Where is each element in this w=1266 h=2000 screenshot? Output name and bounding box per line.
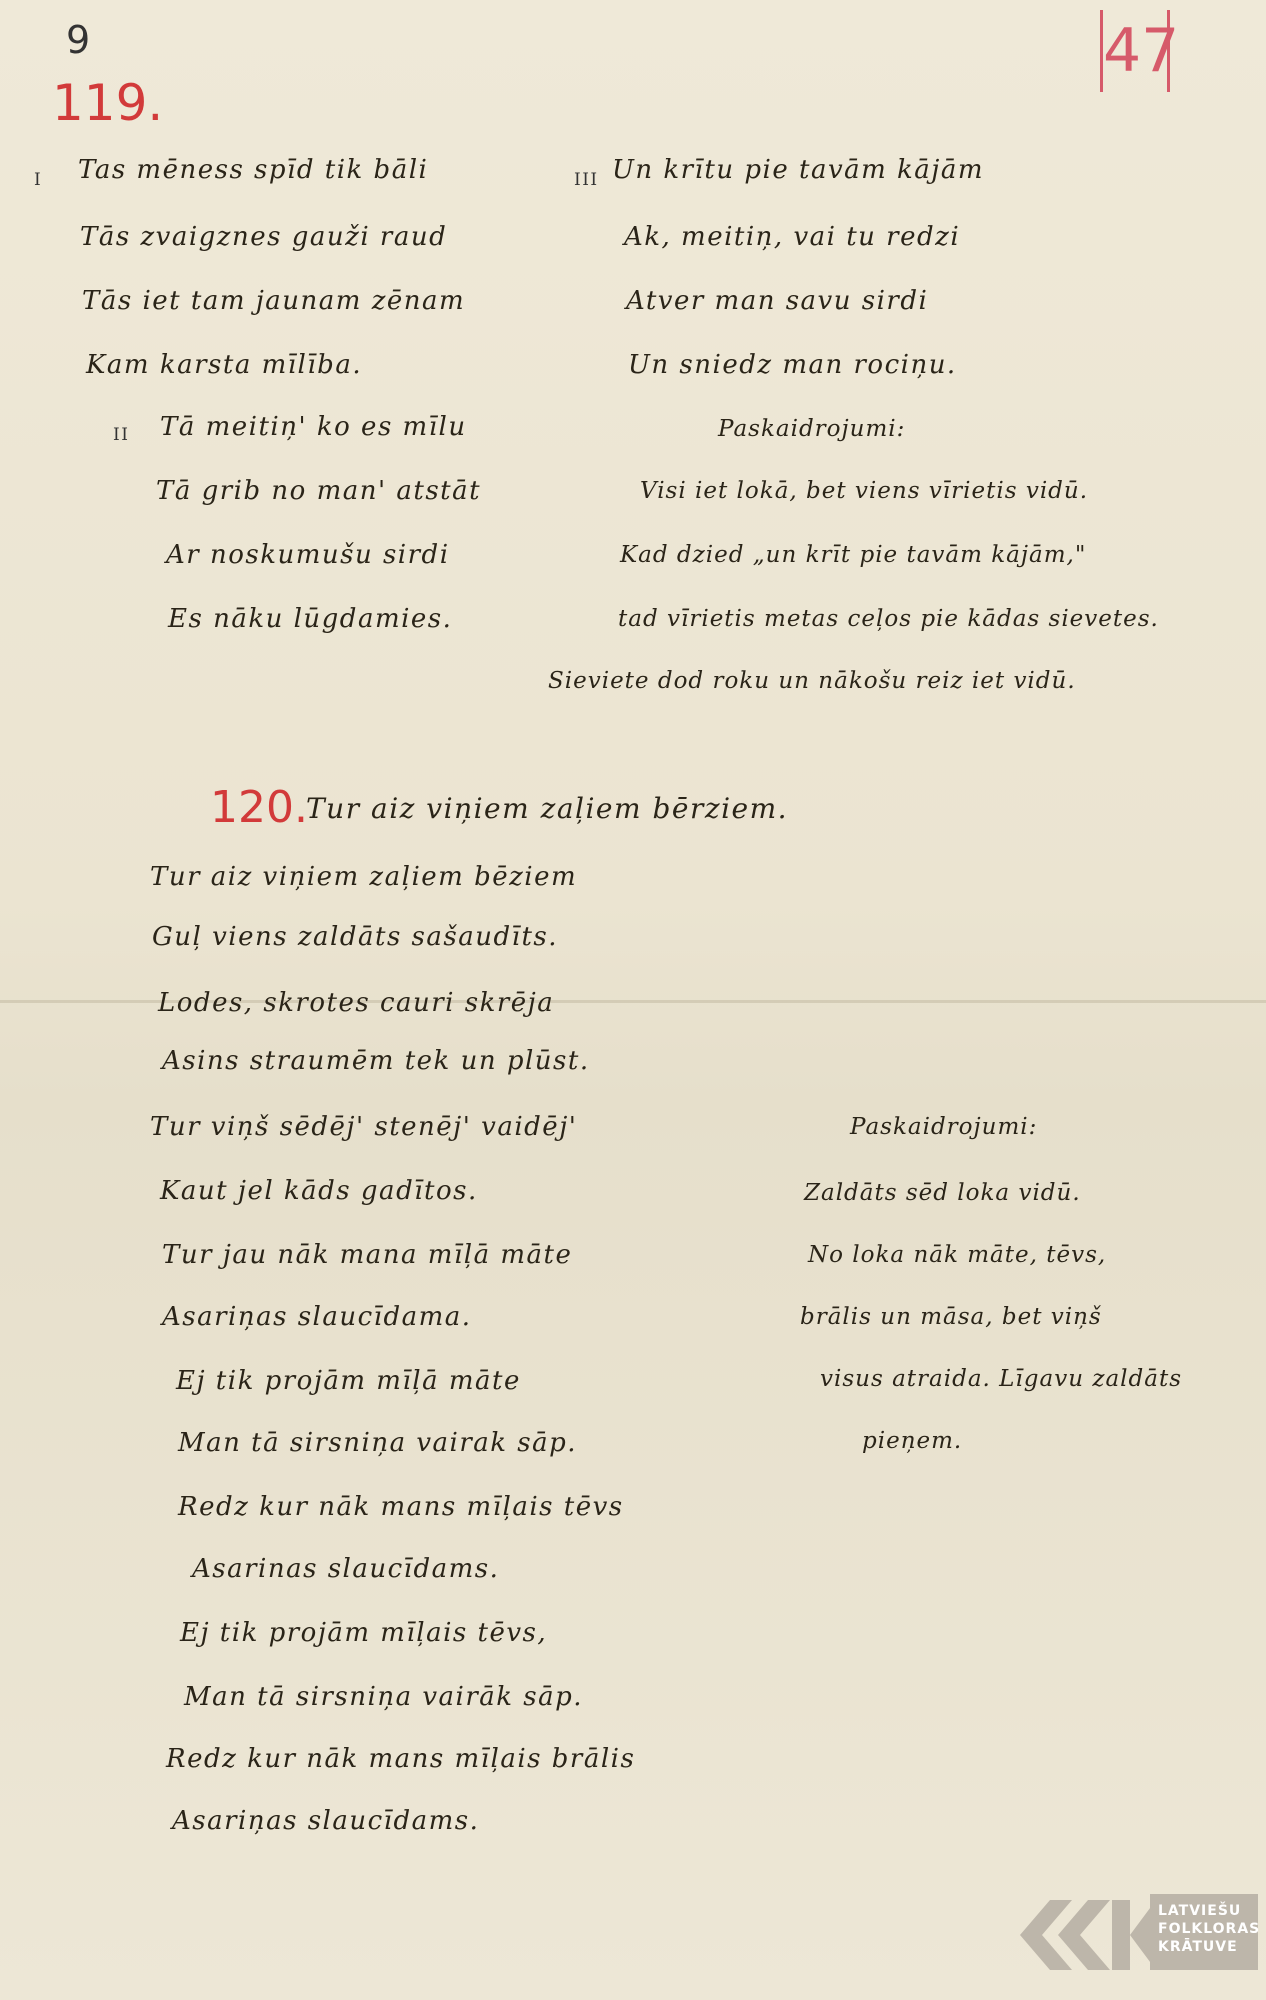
s120-note-line: pieņem. [862, 1428, 963, 1454]
s120-line: Asariņas slaucīdams. [172, 1806, 480, 1836]
s120-note-line: No loka nāk māte, tēvs, [808, 1242, 1107, 1268]
s120-line: Tur aiz viņiem zaļiem bēziem [150, 862, 578, 892]
s119-note-line: Kad dzied „un krīt pie tavām kājām," [620, 542, 1087, 568]
s119-stanza2-line: Es nāku lūgdamies. [168, 604, 453, 634]
archive-logo [1010, 1880, 1260, 1990]
logo-line: LATVIEŠU [1158, 1903, 1242, 1919]
s120-line: Tur jau nāk mana mīļā māte [162, 1240, 573, 1270]
page-number: 9 [66, 18, 92, 62]
archive-number: 47 [1100, 10, 1170, 92]
s119-note-line: tad vīrietis metas ceļos pie kādas sievetes. [618, 606, 1159, 632]
song-120-title: Tur aiz viņiem zaļiem bērziem. [306, 792, 789, 825]
s120-line: Redz kur nāk mans mīļais brālis [166, 1744, 636, 1774]
s120-note-line: brālis un māsa, bet viņš [800, 1304, 1102, 1330]
s119-stanza2-line: Tā meitiņ' ko es mīlu [160, 412, 467, 442]
s120-line: Asarinas slaucīdams. [192, 1554, 500, 1584]
s119-stanza3-line: Atver man savu sirdi [626, 286, 929, 316]
s119-stanza3-line: Ak, meitiņ, vai tu redzi [624, 222, 961, 252]
s120-line: Asins straumēm tek un plūst. [162, 1046, 590, 1076]
s119-note-line: Visi iet lokā, bet viens vīrietis vidū. [640, 478, 1089, 504]
s119-stanza1-line: Tas mēness spīd tik bāli [78, 155, 429, 185]
logo-line: KRĀTUVE [1158, 1939, 1238, 1955]
logo-text [1158, 1902, 1260, 1956]
s120-notes-title: Paskaidrojumi: [850, 1114, 1038, 1140]
s119-stanza1-line: Tās iet tam jaunam zēnam [82, 286, 466, 316]
s120-line: Lodes, skrotes cauri skrēja [158, 988, 555, 1018]
s120-line: Guļ viens zaldāts sašaudīts. [152, 922, 558, 952]
s120-line: Asariņas slaucīdama. [162, 1302, 472, 1332]
s119-stanza3-line: Un krītu pie tavām kājām [612, 155, 985, 185]
s120-line: Man tā sirsniņa vairak sāp. [178, 1428, 578, 1458]
song-120-number: 120. [210, 782, 308, 833]
s120-note-line: Zaldāts sēd loka vidū. [804, 1180, 1081, 1206]
s119-note-line: Sieviete dod roku un nākošu reiz iet vidū. [548, 668, 1076, 694]
s120-line: Ej tik projām mīļā māte [176, 1366, 521, 1396]
song-119-number: 119. [52, 74, 164, 132]
stanza-1-label: I [34, 170, 43, 190]
stanza-3-label: III [574, 170, 599, 190]
logo-line: FOLKLORAS [1158, 1921, 1261, 1937]
s120-line: Man tā sirsniņa vairāk sāp. [184, 1682, 584, 1712]
s120-line: Ej tik projām mīļais tēvs, [180, 1618, 548, 1648]
s120-note-line: visus atraida. Līgavu zaldāts [820, 1366, 1183, 1392]
s119-notes-title: Paskaidrojumi: [718, 416, 906, 442]
s120-line: Redz kur nāk mans mīļais tēvs [178, 1492, 624, 1522]
s119-stanza2-line: Ar noskumušu sirdi [166, 540, 450, 570]
stanza-2-label: II [113, 425, 130, 445]
s119-stanza1-line: Kam karsta mīlība. [86, 350, 363, 380]
s120-line: Kaut jel kāds gadītos. [160, 1176, 478, 1206]
s119-stanza2-line: Tā grib no man' atstāt [156, 476, 482, 506]
s119-stanza1-line: Tās zvaigznes gauži raud [80, 222, 448, 252]
s119-stanza3-line: Un sniedz man rociņu. [628, 350, 957, 380]
s120-line: Tur viņš sēdēj' stenēj' vaidēj' [150, 1112, 578, 1142]
